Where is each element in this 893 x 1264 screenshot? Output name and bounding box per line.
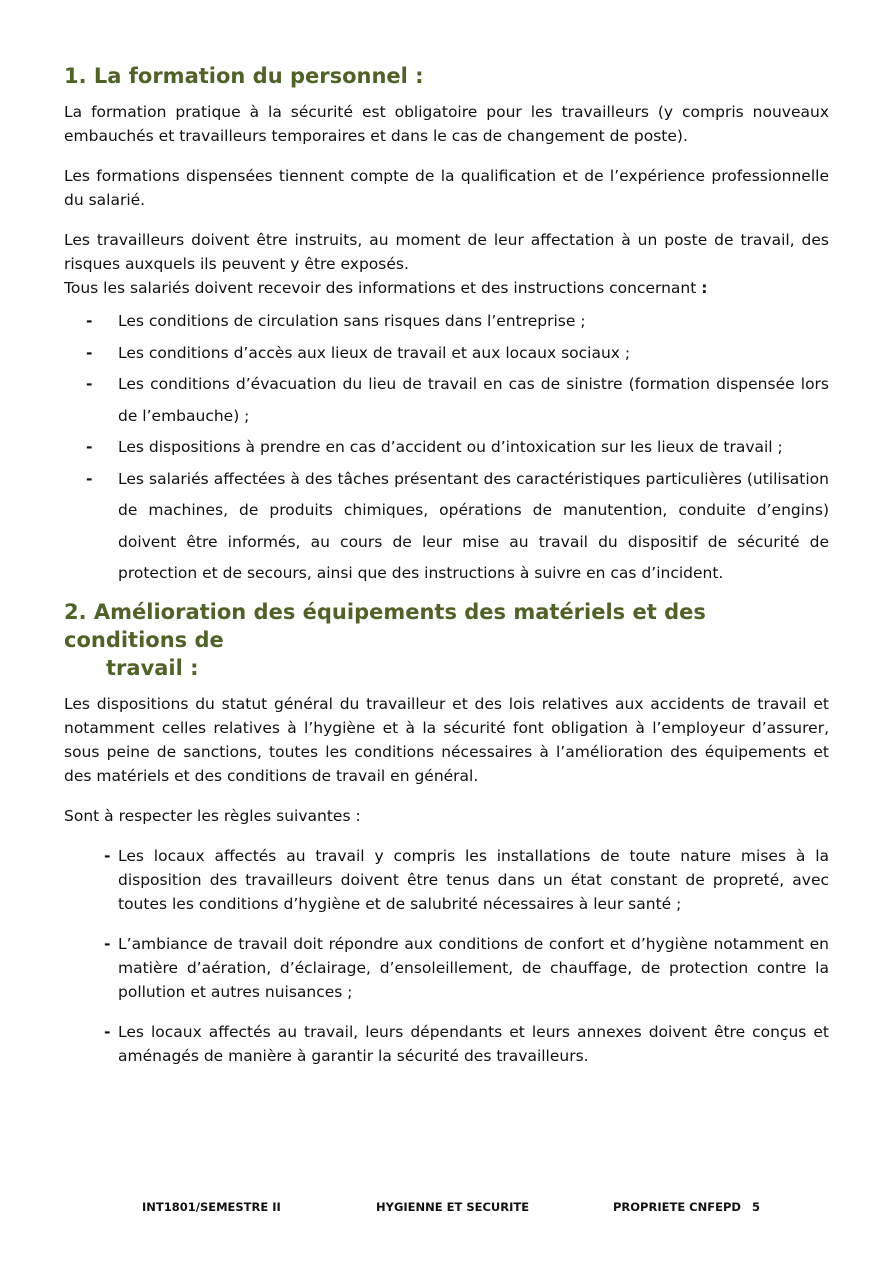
section-2-title-line1: 2. Amélioration des équipements des matériels et des conditions de: [64, 599, 706, 652]
list-item-text: Les locaux affectés au travail, leurs dépendants et leurs annexes doivent être conçus et aménagés de manière à garantir la sécurité des travailleurs.: [118, 1022, 829, 1065]
section-2-paragraph: Les dispositions du statut général du travailleur et des lois relatives aux accidents de travail et notamment celles relatives à l’hygiène et à la sécurité font obligation à l’employeur d’assurer, sous peine de sanctions, toutes les conditions nécessaires à l’amélioration des équipements et des matériels et des conditions de travail en général.: [64, 694, 829, 785]
page-footer: [0, 1200, 893, 1220]
list-item-text: Les dispositions à prendre en cas d’accident ou d’intoxication sur les lieux de travail ;: [118, 438, 783, 456]
bullet-dash: -: [104, 1022, 111, 1041]
list-item: [64, 932, 829, 1004]
list-item-text: Les conditions d’évacuation du lieu de travail en cas de sinistre (formation dispensée lors de l’embauche) ;: [118, 375, 829, 425]
list-item: [64, 844, 829, 916]
section-1-paragraph: La formation pratique à la sécurité est obligatoire pour les travailleurs (y compris nouveaux embauchés et travailleurs temporaires et dans le cas de changement de poste).: [64, 103, 829, 145]
section-1-bullet-list: [64, 306, 829, 590]
section-1-paragraph: [64, 228, 829, 300]
list-item-text: Les salariés affectées à des tâches présentant des caractéristiques particulières (utilisation de machines, de produits chimiques, opérations de manutention, conduite d’engins) doivent être informés, au cours de leur mise au travail du dispositif de sécurité de protection et de secours, ainsi que des instructions à suivre en cas d’incident.: [118, 469, 829, 582]
bullet-dash: -: [104, 934, 111, 953]
page-number: 5: [752, 1200, 761, 1214]
bullet-dash: -: [104, 846, 111, 865]
intro-colon: :: [701, 279, 708, 297]
list-item: [64, 369, 829, 432]
section-2-paragraph: Sont à respecter les règles suivantes :: [64, 806, 361, 825]
list-item: [64, 1020, 829, 1068]
section-2-bullet-list: [64, 844, 829, 1068]
list-item: [64, 464, 829, 590]
paragraph-text: Les travailleurs doivent être instruits, au moment de leur affectation à un poste de travail, des risques auxquels ils peuvent y être exposés.: [64, 231, 829, 273]
bullet-dash: -: [86, 312, 93, 330]
intro-line: Tous les salariés doivent recevoir des informations et des instructions concernant: [64, 279, 697, 297]
list-item-text: Les conditions d’accès aux lieux de travail et aux locaux sociaux ;: [118, 343, 631, 362]
section-1-paragraph: Les formations dispensées tiennent compte de la qualification et de l’expérience professionnelle du salarié.: [64, 167, 829, 209]
bullet-dash: -: [86, 375, 93, 393]
list-item-text: Les locaux affectés au travail y compris les installations de toute nature mises à la disposition des travailleurs doivent être tenus dans un état constant de propreté, avec toutes les conditions d’hygiène et de salubrité nécessaires à leur santé ;: [118, 846, 829, 913]
footer-owner: PROPRIETE CNFEPD: [613, 1200, 741, 1214]
list-item: [64, 306, 829, 338]
footer-course: INT1801/SEMESTRE II: [142, 1200, 281, 1214]
bullet-dash: -: [86, 343, 93, 362]
document-page: [64, 62, 829, 1084]
section-2-title: [64, 598, 829, 682]
list-item: [64, 432, 829, 464]
list-item: [64, 338, 829, 370]
section-2-title-line2: travail :: [106, 655, 199, 680]
bullet-dash: -: [86, 438, 93, 456]
list-item-text: Les conditions de circulation sans risques dans l’entreprise ;: [118, 312, 586, 330]
footer-subject: HYGIENNE ET SECURITE: [376, 1200, 530, 1214]
section-1-title: 1. La formation du personnel :: [64, 64, 424, 88]
list-item-text: L’ambiance de travail doit répondre aux conditions de confort et d’hygiène notamment en matière d’aération, d’éclairage, d’ensoleillement, de chauffage, de protection contre la pollution et autres nuisances ;: [118, 934, 829, 1001]
bullet-dash: -: [86, 469, 93, 488]
